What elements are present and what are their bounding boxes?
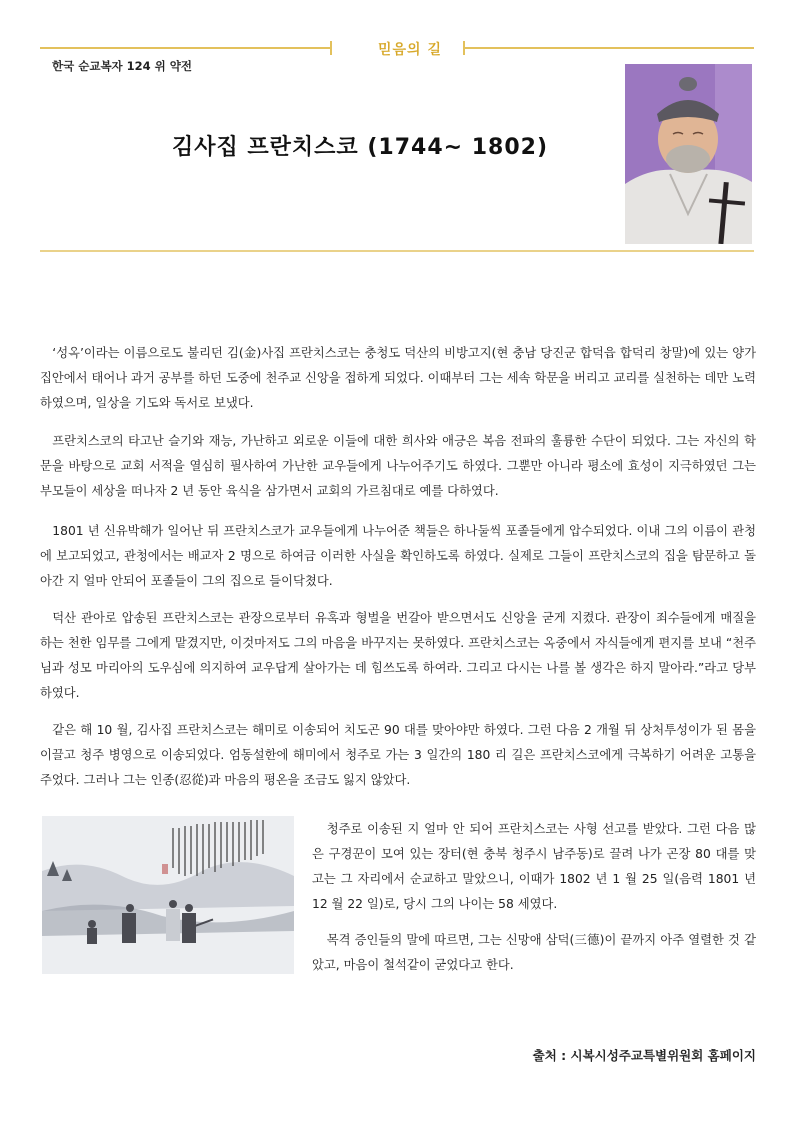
paragraph-3 (40, 519, 756, 594)
paragraph-text: 청주로 이송된 지 얼마 안 되어 프란치스코는 사형 선고를 받았다. 그런 다음 많은 구경꾼이 모여 있는 장터(현 충북 청주시 남주동)로 끌려 나가 곤장 80 대를 맞고는 그 자리에서 순교하고 말았으니, 이때가 1802 년 1 월 25 일(음력 1801 년 12 월 22 일)로, 당시 그의 나이는 58 세였다. (312, 822, 756, 911)
paragraph-text: 목격 증인들의 말에 따르면, 그는 신망애 삼덕(三德)이 끝까지 아주 열렬한 것 같았고, 마음이 철석같이 굳었다고 한다. (312, 933, 756, 972)
illustration-image (42, 816, 294, 974)
paragraph-text: 프란치스코의 타고난 슬기와 재능, 가난하고 외로운 이들에 대한 희사와 애긍은 복음 전파의 훌륭한 수단이 되었다. 그는 자신의 학문을 바탕으로 교회 서적을 열심히 필사하여 가난한 교우들에게 나누어주기도 하였다. 그뿐만 아니라 평소에 효성이 지극하였던 그는 부모들이 세상을 떠나자 2 년 동안 육식을 삼가면서 교회의 가르침대로 예를 다하였다. (40, 434, 756, 498)
page-title: 김사집 프란치스코 (1744~ 1802) (172, 135, 548, 160)
source-credit: 출처 : 시복시성주교특별위원회 홈페이지 (532, 1048, 756, 1063)
header-divider (40, 250, 754, 252)
header-tick-left (330, 41, 332, 55)
header-line-right (463, 47, 754, 49)
paragraph-text: 같은 해 10 월, 김사집 프란치스코는 해미로 이송되어 치도곤 90 대를 맞아야만 하였다. 그런 다음 2 개월 뒤 상처투성이가 된 몸을 이끌고 청주 병영으로 이송되었다. 엄동설한에 해미에서 청주로 가는 3 일간의 180 리 길은 프란치스코에게 극복하기 어려운 고통을 주었다. 그러나 그는 인종(忍從)과 마음의 평온을 조금도 잃지 않았다. (40, 723, 756, 787)
paragraph-2 (40, 429, 756, 504)
portrait-illustration (625, 64, 752, 244)
snow-procession-illustration (42, 816, 294, 974)
paragraph-text: 1801 년 신유박해가 일어난 뒤 프란치스코가 교우들에게 나누어준 책들은 하나둘씩 포졸들에게 압수되었다. 이내 그의 이름이 관청에 보고되었고, 관청에서는 배교자 2 명으로 하여금 이러한 사실을 확인하도록 하였다. 실제로 그들이 프란치스코의 집을 탐문하고 돌아간 지 얼마 안되어 포졸들이 그의 집으로 들이닥쳤다. (40, 524, 756, 588)
side-paragraph-1 (312, 817, 756, 917)
paragraph-text: 덕산 관아로 압송된 프란치스코는 관장으로부터 유혹과 형벌을 번갈아 받으면서도 신앙을 굳게 지켰다. 관장이 죄수들에게 매질을 하는 천한 임무를 그에게 맡겼지만, 이것마저도 그의 마음을 바꾸지는 못하였다. 프란치스코는 옥중에서 자식들에게 편지를 보내 “천주님과 성모 마리아의 도우심에 의지하여 교우답게 살아가는 데 힘쓰도록 하여라. 그리고 다시는 나를 볼 생각은 하지 말아라.”라고 당부하였다. (40, 611, 756, 700)
paragraph-4 (40, 606, 756, 706)
portrait-image (625, 64, 752, 244)
section-title: 믿음의 길 (378, 42, 442, 58)
side-paragraph-2 (312, 928, 756, 978)
paragraph-1 (40, 341, 756, 416)
header-line-left (40, 47, 332, 49)
paragraph-text: ‘성옥’이라는 이름으로도 불리던 김(金)사집 프란치스코는 충청도 덕산의 비방고지(현 충남 당진군 합덕읍 합덕리 창말)에 있는 양가 집안에서 태어나 과거 공부를 하던 도중에 천주교 신앙을 접하게 되었다. 이때부터 그는 세속 학문을 버리고 교리를 실천하는 데만 노력하였으며, 일상을 기도와 독서로 보냈다. (40, 346, 756, 410)
paragraph-5 (40, 718, 756, 793)
series-label: 한국 순교복자 124 위 약전 (52, 59, 192, 73)
